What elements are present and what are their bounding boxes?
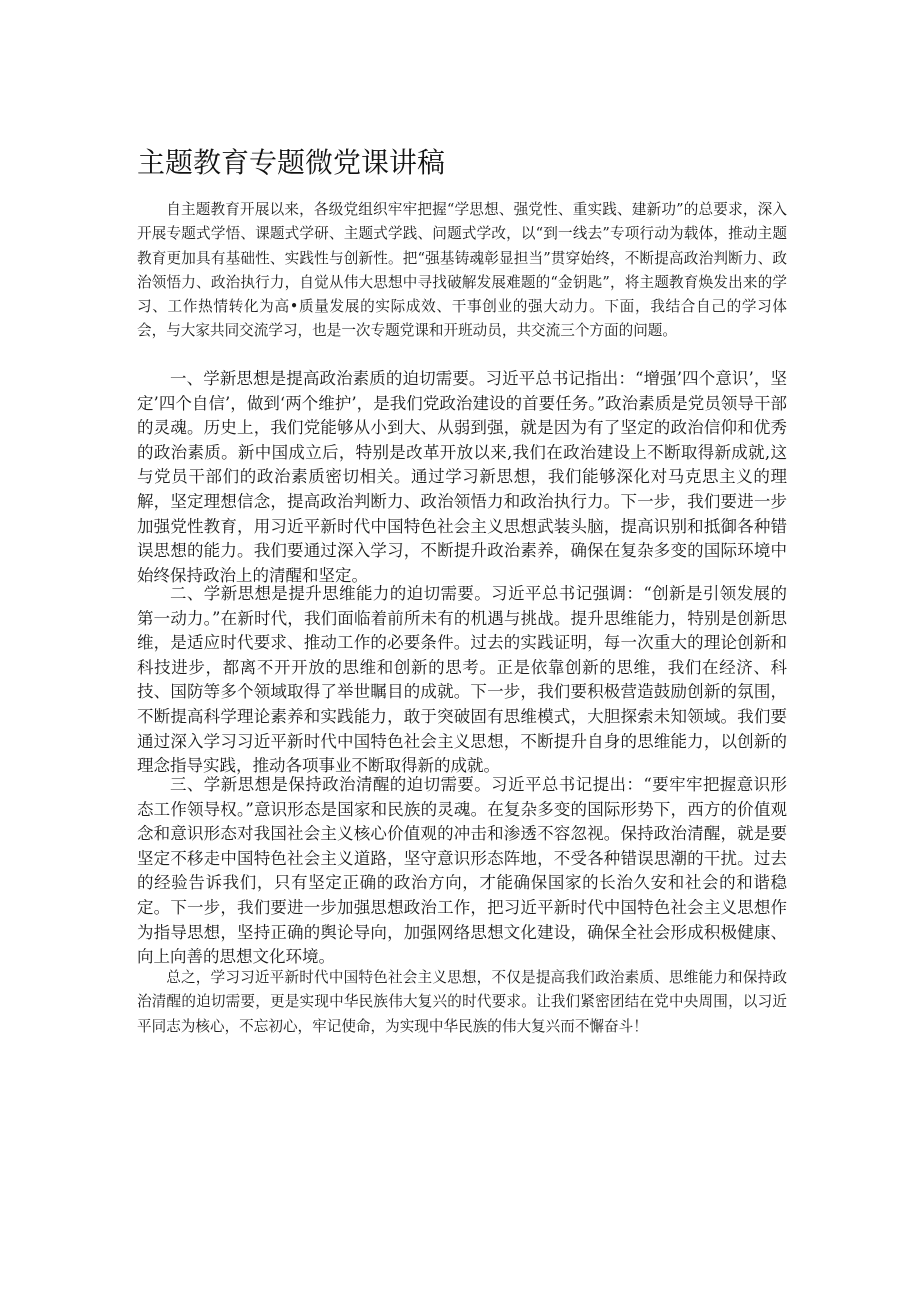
paragraph-conclusion: 总之，学习习近平新时代中国特色社会主义思想，不仅是提高我们政治素质、思维能力和保持政治清醒的迫切需要，更是实现中华民族伟大复兴的时代要求。让我们紧密团结在党中央周围，以习近平同志为核心，不忘初心，牢记使命，为实现中华民族的伟大复兴而不懈奋斗！ — [137, 969, 787, 1035]
paragraph-section-2: 二、学新思想是提升思维能力的迫切需要。习近平总书记强调：“创新是引领发展的第一动力。”在新时代，我们面临着前所未有的机遇与挑战。提升思维能力，特别是创新思维，是适应时代要求、推动工作的必要条件。过去的实践证明，每一次重大的理论创新和科技进步，都离不开开放的思维和创新的思考。正是依靠创新的思维，我们在经济、科技、国防等多个领域取得了举世瞩目的成就。下一步，我们要积极营造鼓励创新的氛围，不断提高科学理论素养和实践能力，敢于突破固有思维模式，大胆探索未知领域。我们要通过深入学习习近平新时代中国特色社会主义思想，不断提升自身的思维能力，以创新的理念指导实践，推动各项事业不断取得新的成就。 — [137, 584, 787, 776]
page-title: 主题教育专题微党课讲稿 — [137, 146, 446, 179]
paragraph-intro: 自主题教育开展以来，各级党组织牢牢把握“学思想、强党性、重实践、建新功”的总要求，深入开展专题式学悟、课题式学研、主题式学践、问题式学改，以“到一线去”专项行动为载体，推动主题教育更加具有基础性、实践性与创新性。把“强基铸魂彰显担当”贯穿始终，不断提高政治判断力、政治领悟力、政治执行力，自觉从伟大思想中寻找破解发展难题的“金钥匙”，将主题教育焕发出来的学习、工作热情转化为高•质量发展的实际成效、干事创业的强大动力。下面，我结合自己的学习体会，与大家共同交流学习，也是一次专题党课和开班动员，共交流三个方面的问题。 — [137, 201, 787, 340]
paragraph-section-1: 一、学新思想是提高政治素质的迫切需要。习近平总书记指出：“增强’四个意识’，坚定’四个自信’，做到‘两个维护’，是我们党政治建设的首要任务。”政治素质是党员领导干部的灵魂。历史上，我们党能够从小到大、从弱到强，就是因为有了坚定的政治信仰和优秀的政治素质。新中国成立后，特别是改革开放以来,我们在政治建设上不断取得新成就,这与党员干部们的政治素质密切相关。通过学习新思想，我们能够深化对马克思主义的理解，坚定理想信念，提高政治判断力、政治领悟力和政治执行力。下一步，我们要进一步加强党性教育，用习近平新时代中国特色社会主义思想武装头脑，提高识别和抵御各种错误思想的能力。我们要通过深入学习，不断提升政治素养，确保在复杂多变的国际环境中始终保持政治上的清醒和坚定。 — [137, 369, 787, 585]
paragraph-section-3: 三、学新思想是保持政治清醒的迫切需要。习近平总书记提出：“要牢牢把握意识形态工作领导权。”意识形态是国家和民族的灵魂。在复杂多变的国际形势下，西方的价值观念和意识形态对我国社会主义核心价值观的冲击和渗透不容忽视。保持政治清醒，就是要坚定不移走中国特色社会主义道路，坚守意识形态阵地，不受各种错误思潮的干扰。过去的经验告诉我们，只有坚定正确的政治方向，才能确保国家的长治久安和社会的和谐稳定。下一步，我们要进一步加强思想政治工作，把习近平新时代中国特色社会主义思想作为指导思想，坚持正确的舆论导向，加强网络思想文化建设，确保全社会形成积极健康、向上向善的思想文化环境。 — [137, 775, 787, 967]
